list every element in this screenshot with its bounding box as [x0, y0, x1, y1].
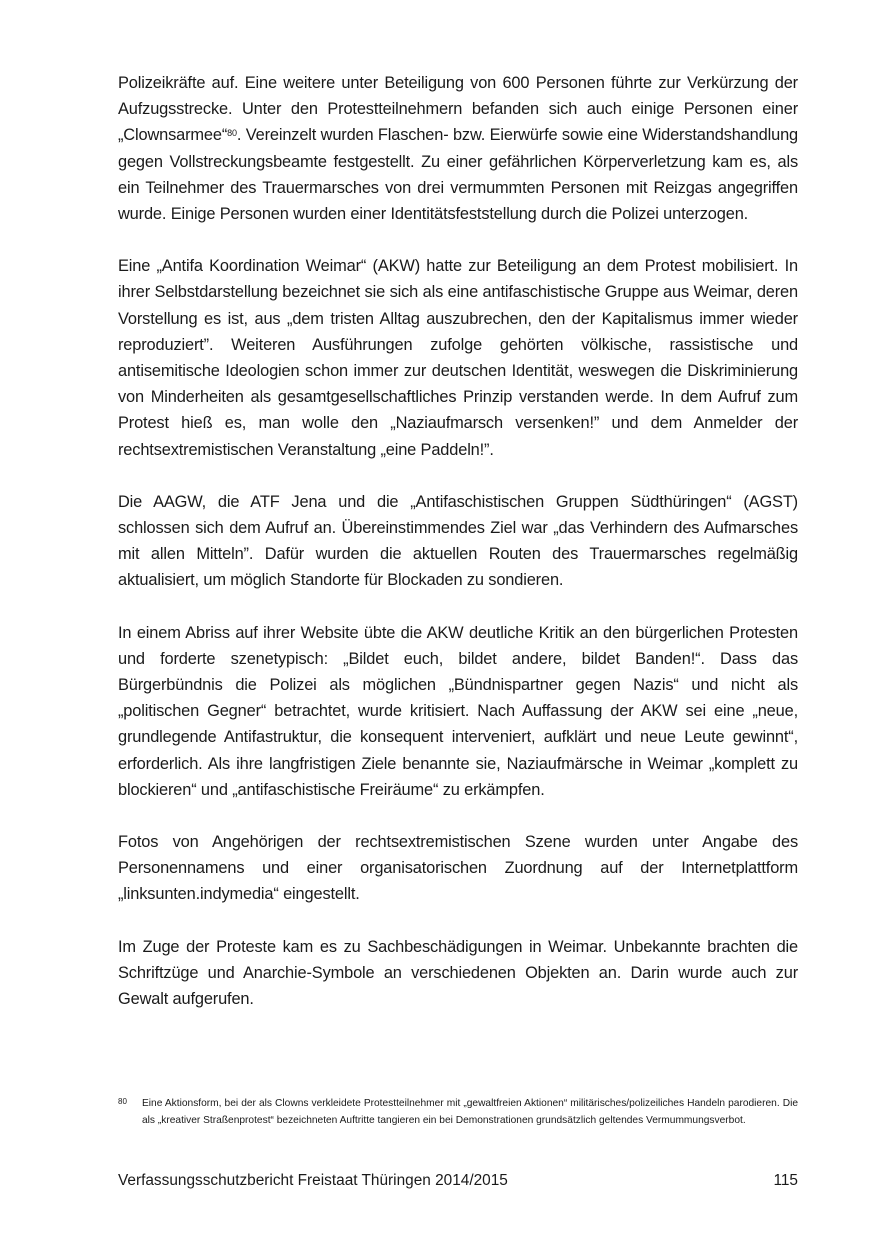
paragraph-1-text-b: . Vereinzelt wurden Flaschen- bzw. Eierwürfe sowie eine Widerstandshandlung gegen Vollstreckungsbeamte festgestellt. Zu einer gefährlichen Körperverletzung kam es, als ein Teilnehmer des Trauermarsches von drei vermummten Personen mit Reizgas angegriffen wurde. Einige Personen wurden einer Identitätsfeststellung durch die Polizei unterzogen.: [118, 126, 798, 224]
footer-title: Verfassungsschutzbericht Freistaat Thüringen 2014/2015: [118, 1172, 508, 1189]
paragraph-6: Im Zuge der Proteste kam es zu Sachbeschädigungen in Weimar. Unbekannte brachten die Schriftzüge und Anarchie-Symbole an verschiedenen Objekten an. Darin wurde auch zur Gewalt aufgerufen.: [118, 937, 798, 1009]
footnote-80: [118, 1096, 798, 1129]
page-body: [118, 70, 798, 1038]
footnote-text: Eine Aktionsform, bei der als Clowns verkleidete Protestteilnehmer mit „gewaltfreien Aktionen“ militärisches/polizeiliches Handeln parodieren. Die als „kreativer Straßenprotest“ bezeichneten Auftritte tangieren ein bei Demonstrationen grundsätzlich geltendes Vermummungsverbot.: [142, 1098, 798, 1126]
paragraph-3: Die AAGW, die ATF Jena und die „Antifaschistischen Gruppen Südthüringen“ (AGST) schlossen sich dem Aufruf an. Übereinstimmendes Ziel war „das Verhindern des Aufmarsches mit allen Mitteln”. Dafür wurden die aktuellen Routen des Trauermarsches regelmäßig aktualisiert, um möglich Standorte für Blockaden zu sondieren.: [118, 492, 798, 590]
paragraph-5: Fotos von Angehörigen der rechtsextremistischen Szene wurden unter Angabe des Personennamens und einer organisatorischen Zuordnung auf der Internetplattform „linksunten.indymedia“ eingestellt.: [118, 833, 798, 904]
paragraph-1-text-a: Polizeikräfte auf. Eine weitere unter Beteiligung von 600 Personen führte zur Verkürzung der Aufzugsstrecke. Unter den Protestteilnehmern befanden sich auch einige Personen einer „Clownsarmee“: [118, 74, 798, 145]
page-footer: [118, 1171, 798, 1191]
footnote-number: 80: [118, 1097, 127, 1106]
page-number: 115: [773, 1172, 798, 1189]
paragraph-4: In einem Abriss auf ihrer Website übte die AKW deutliche Kritik an den bürgerlichen Protesten und forderte szenetypisch: „Bildet euch, bildet andere, bildet Banden!“. Dass das Bürgerbündnis die Polizei als möglichen „Bündnispartner gegen Nazis“ und nicht als „politischen Gegner“ betrachtet, wurde kritisiert. Nach Auffassung der AKW sei eine „neue, grundlegende Antifastruktur, die konsequent interveniert, aufklärt und neue Leute gewinnt“, erforderlich. Als ihre langfristigen Ziele benannte sie, Naziaufmärsche in Weimar „komplett zu blockieren“ und „antifaschistische Freiräume“ zu erkämpfen.: [118, 623, 798, 799]
paragraph-2: Eine „Antifa Koordination Weimar“ (AKW) hatte zur Beteiligung an dem Protest mobilisiert. In ihrer Selbstdarstellung bezeichnet sie sich als eine antifaschistische Gruppe aus Weimar, deren Vorstellung es ist, aus „dem tristen Alltag auszubrechen, den der Kapitalismus immer wieder reproduziert”. Weiteren Ausführungen zufolge gehörten völkische, rassistische und antisemitische Ideologien schon immer zur deutschen Identität, weswegen die Diskriminierung von Minderheiten als gesamtgesellschaftliches Prinzip verstanden werde. In dem Aufruf zum Protest hieß es, man wolle den „Naziaufmarsch versenken!” und dem Anmelder der rechtsextremistischen Veranstaltung „eine Paddeln!”.: [118, 257, 798, 459]
paragraph-1: [118, 70, 798, 227]
footnotes: [118, 1096, 798, 1129]
footnote-ref-80: 80: [227, 128, 237, 139]
